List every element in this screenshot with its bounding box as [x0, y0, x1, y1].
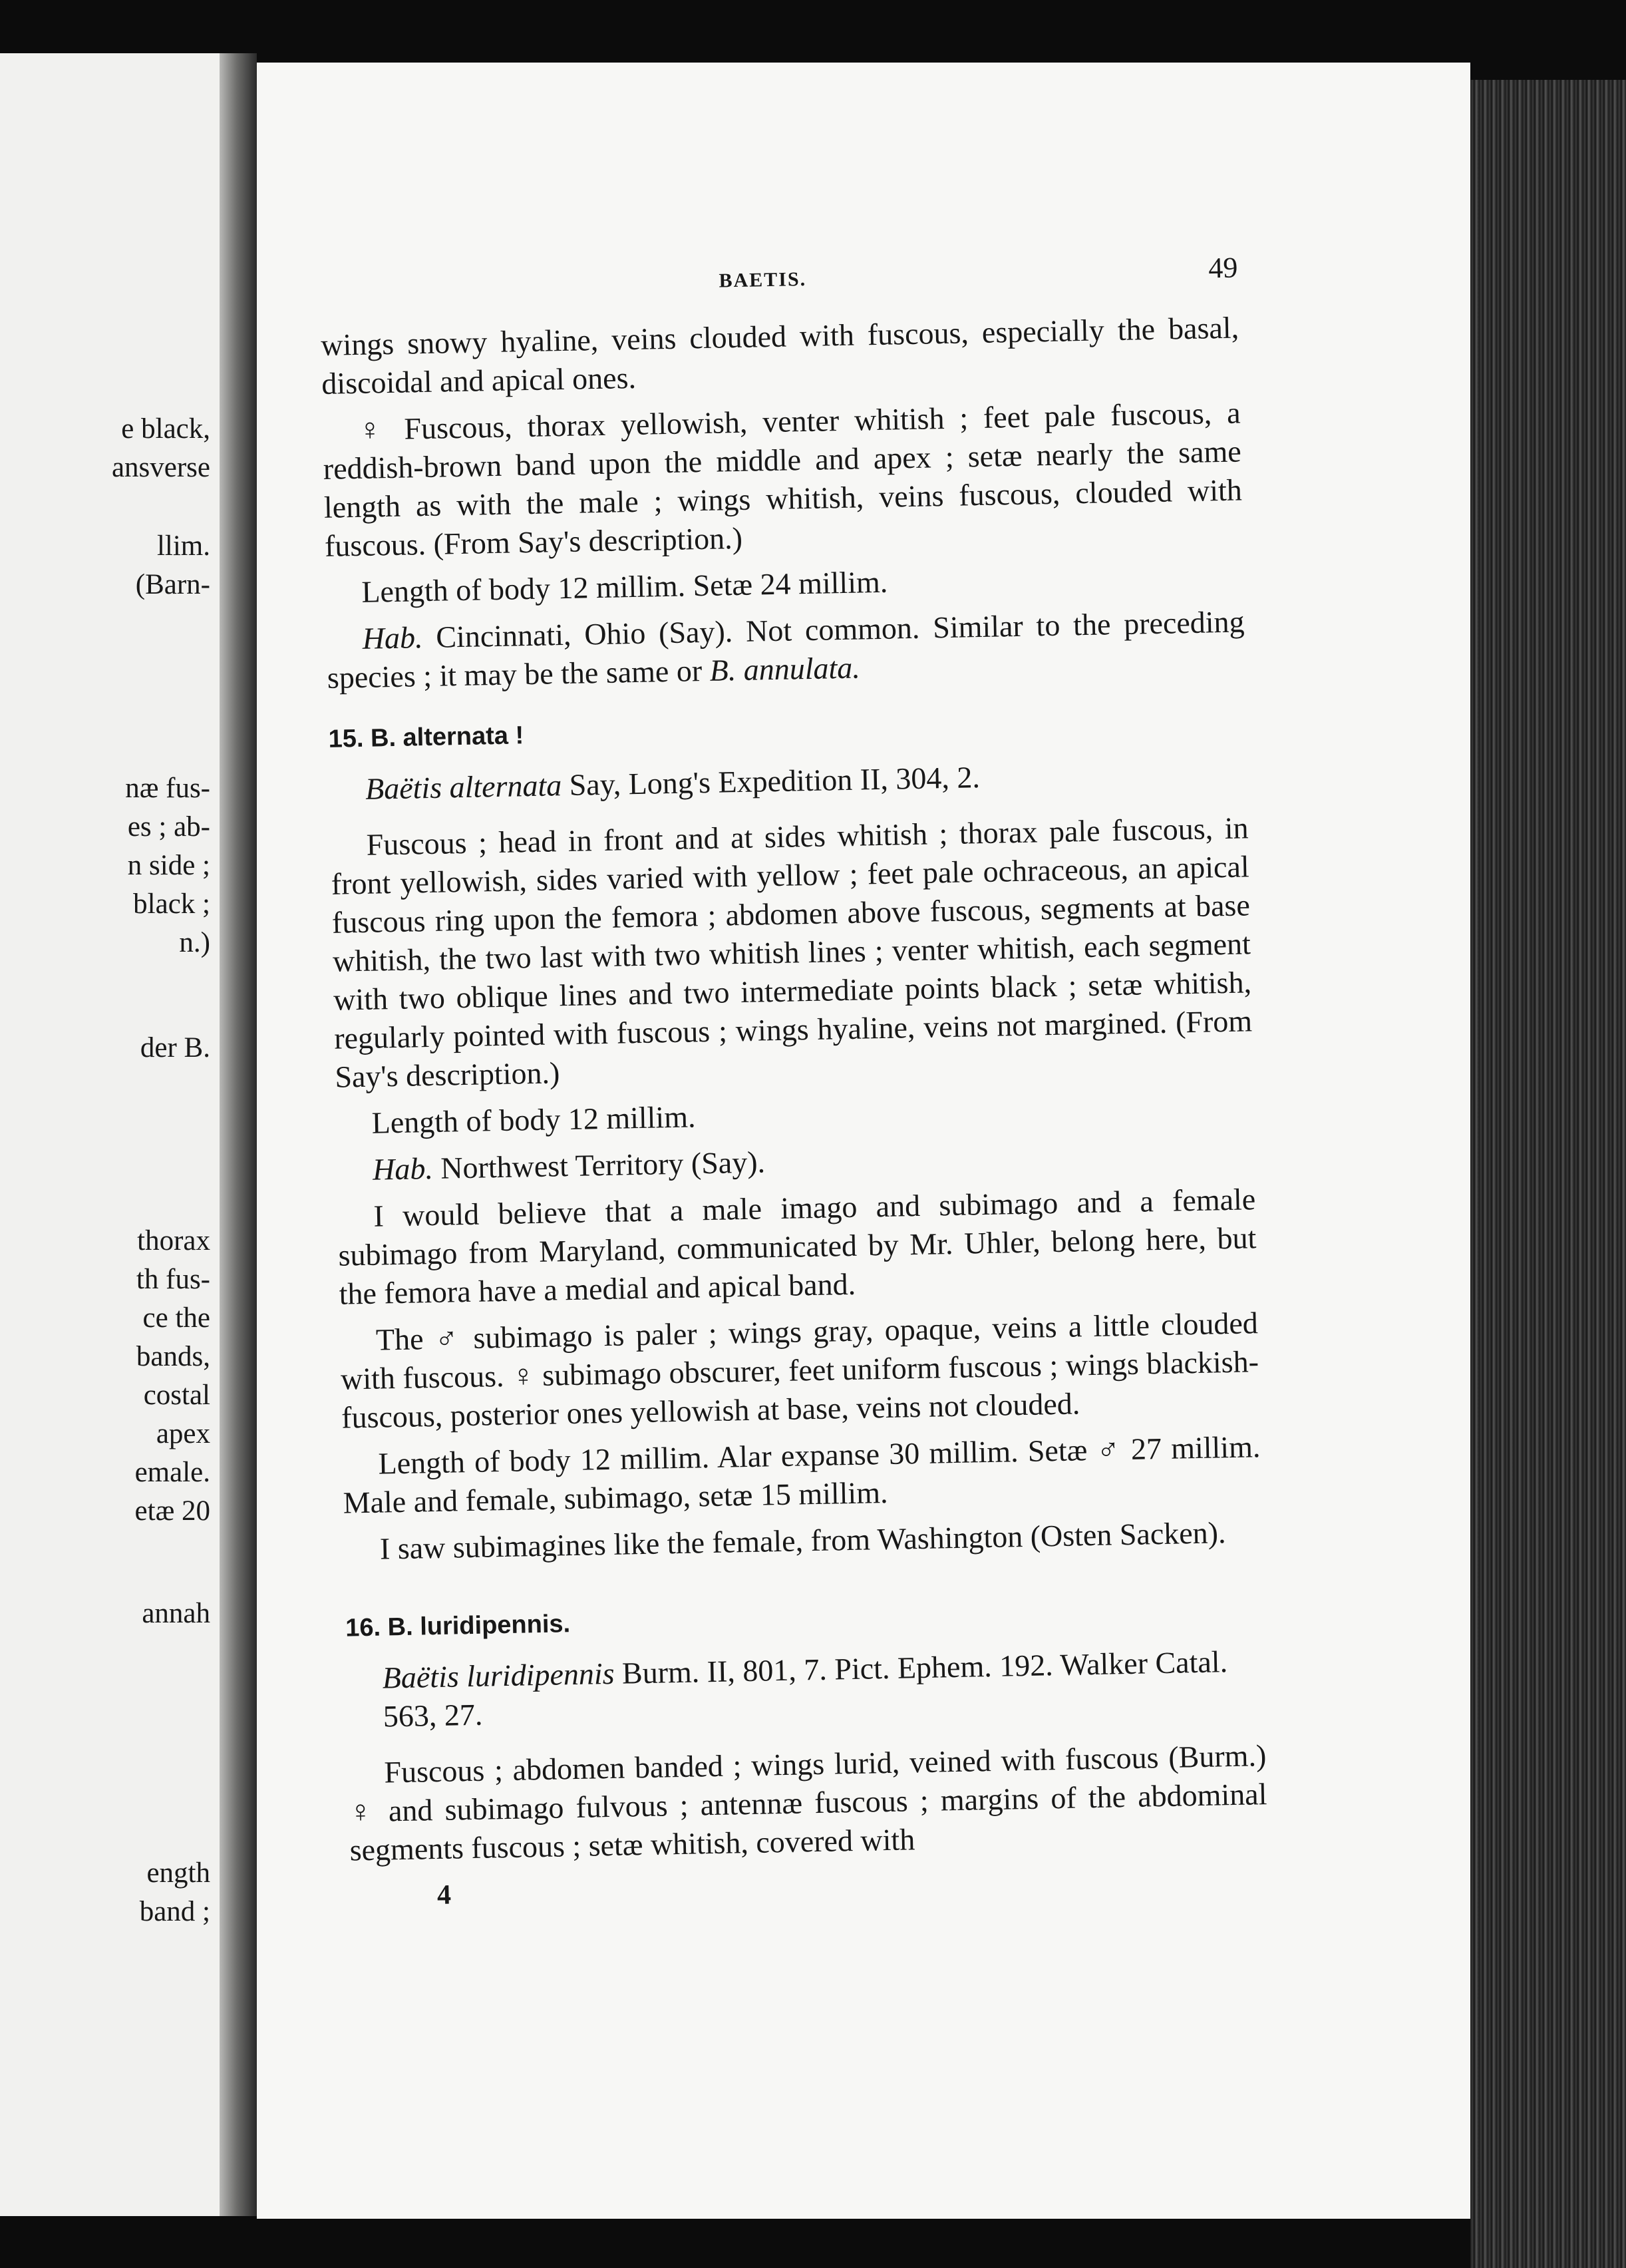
left-page-fragment: th fus-: [136, 1264, 210, 1295]
species-ref: B. annulata.: [709, 650, 861, 687]
left-page-fragment: e black,: [121, 413, 210, 445]
species-heading: 15. B. alternata !: [328, 721, 524, 753]
hab-text: Northwest Territory (Say).: [432, 1145, 766, 1185]
left-page-fragment: band ;: [139, 1896, 210, 1927]
left-page-fragment: black ;: [133, 888, 210, 920]
paragraph: Length of body 12 millim. Alar expanse 30 millim. Setæ ♂ 27 millim. Male and female, subimago, setæ 15 millim.: [343, 1429, 1261, 1520]
synonym-reference: Say, Long's Expedition II, 304, 2.: [561, 760, 981, 803]
hab-text: Cincinnati, Ohio (Say). Not common. Similar to the preceding species ; it may be the same or: [327, 604, 1245, 695]
page-text: [319, 249, 1269, 1917]
left-page-fragment: es ; ab-: [127, 811, 210, 843]
species-heading: 16. B. luridipennis.: [345, 1610, 571, 1642]
paragraph: I would believe that a male imago and subimago and a female subimago from Maryland, communicated by Mr. Uhler, belong here, but the femora have a medial and apical band.: [338, 1182, 1257, 1311]
hab-label: Hab.: [362, 620, 423, 656]
left-page-fragment: der B.: [140, 1032, 210, 1063]
left-page-fragment: etæ 20: [134, 1495, 210, 1527]
paragraph: Length of body 12 millim. Setæ 24 millim.: [361, 564, 888, 609]
book-gutter: [220, 53, 257, 2216]
page-number: 49: [1208, 251, 1238, 285]
left-facing-page: [0, 53, 220, 2216]
left-page-fragment: næ fus-: [125, 773, 210, 804]
left-page-fragment: n side ;: [127, 850, 210, 881]
left-page-fragment: costal: [143, 1380, 210, 1411]
left-page-fragment: (Barn-: [135, 569, 210, 600]
synonym-name: Baëtis luridipennis: [382, 1656, 615, 1695]
paragraph: I saw subimagines like the female, from Washington (Osten Sacken).: [379, 1515, 1226, 1566]
left-page-fragment: ength: [146, 1857, 210, 1889]
paragraph: ♀ Fuscous, thorax yellowish, venter whitish ; feet pale fuscous, a reddish-brown band upon the middle and apex ; setæ nearly the same length as with the male ; wings whitish, veins fuscous, clouded with fuscous. (From Say's description.): [323, 395, 1243, 563]
page-stack-edge: [1470, 80, 1626, 2268]
paragraph: Fuscous ; head in front and at sides whitish ; thorax pale fuscous, in front yellowish, sides varied with yellow ; feet pale ochraceous, an apical fuscous ring upon the femora ; abdomen above fuscous, segments at base whitish, the two last with two whitish lines ; venter whitish, each segment with two oblique lines and two intermediate points black ; setæ whitish, regularly pointed with fuscous ; wings hyaline, veins not margined. (From Say's description.): [331, 811, 1253, 1094]
left-page-fragment: apex: [156, 1418, 210, 1449]
habitat-paragraph: [326, 602, 1245, 697]
signature-mark: 4: [436, 1879, 452, 1911]
synonymy: [365, 753, 1248, 808]
synonym-name: Baëtis alternata: [365, 768, 562, 806]
left-page-fragment: llim.: [156, 530, 210, 562]
paragraph: Fuscous ; abdomen banded ; wings lurid, veined with fuscous (Burm.) ♀ and subimago fulvous ; antennæ fuscous ; margins of the abdominal segments fuscous ; setæ whitish, covered with: [349, 1738, 1267, 1867]
habitat-paragraph: [337, 1133, 1255, 1189]
left-page-fragment: bands,: [136, 1341, 210, 1372]
synonymy: [382, 1642, 1265, 1736]
left-page-fragment: ce the: [142, 1302, 210, 1334]
paragraph: The ♂ subimago is paler ; wings gray, opaque, veins a little clouded with fuscous. ♀ subimago obscurer, feet uniform fuscous ; wings blackish-fuscous, posterior ones yellowish at base, veins not clouded.: [340, 1306, 1259, 1435]
paragraph: Length of body 12 millim.: [371, 1099, 696, 1140]
paragraph: wings snowy hyaline, veins clouded with fuscous, especially the basal, discoidal and apical ones.: [320, 310, 1239, 401]
left-page-fragment: emale.: [134, 1457, 210, 1488]
left-page-fragment: n.): [179, 927, 210, 958]
left-page-fragment: ansverse: [111, 452, 210, 483]
hab-label: Hab.: [372, 1151, 434, 1187]
running-title: BAETIS.: [719, 268, 807, 292]
left-page-fragment: annah: [142, 1598, 210, 1629]
left-page-fragment: thorax: [137, 1225, 210, 1256]
synonym-reference: Burm. II, 801, 7. Pict. Ephem. 192. Walker Catal. 563, 27.: [383, 1644, 1228, 1734]
